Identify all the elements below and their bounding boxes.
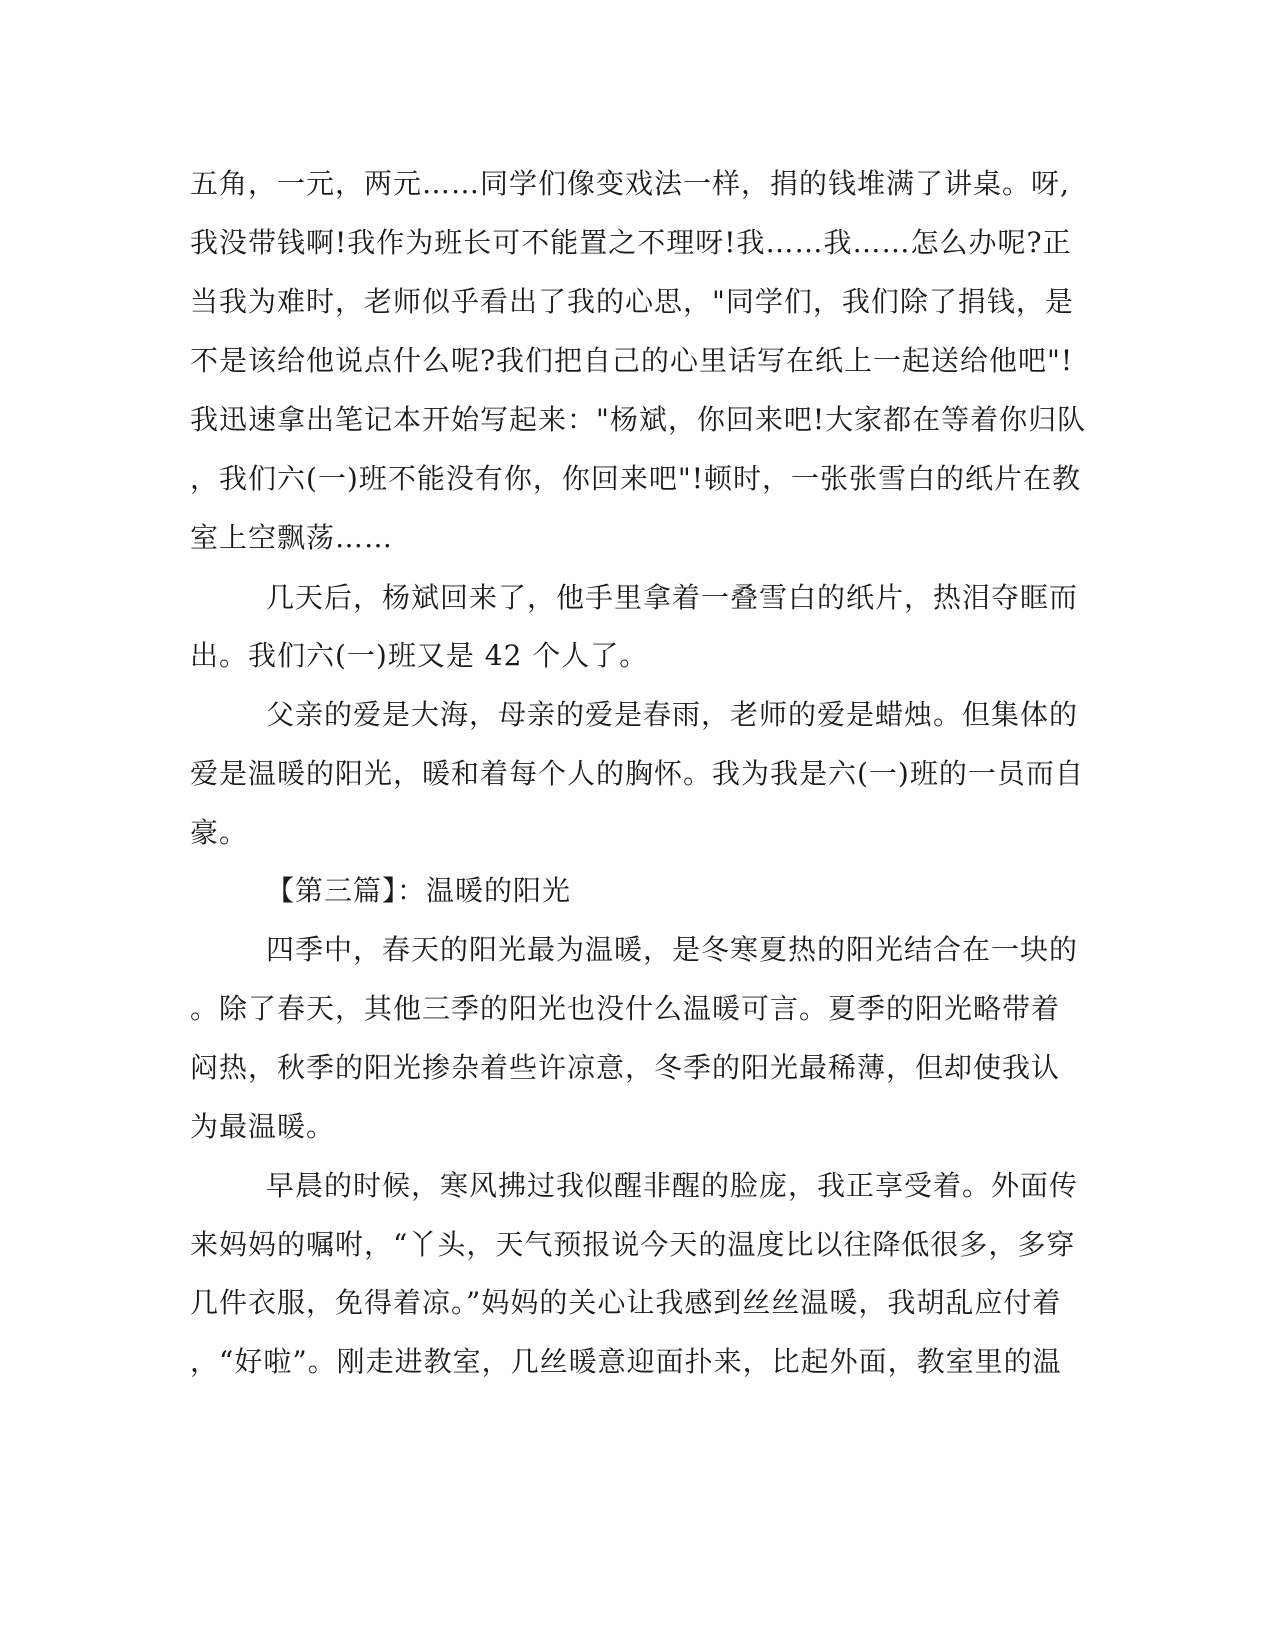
text-line: 我没带钱啊!我作为班长可不能置之不理呀!我……我……怎么办呢?正 <box>190 226 1072 259</box>
text-line: 爱是温暖的阳光，暖和着每个人的胸怀。我为我是六(一)班的一员而自 <box>190 757 1084 790</box>
text-line: 为最温暖。 <box>190 1110 336 1143</box>
section-heading: 【第三篇】：温暖的阳光 <box>266 874 572 907</box>
text-line: 当我为难时，老师似乎看出了我的心思，"同学们，我们除了捐钱，是 <box>190 285 1074 318</box>
text-line: 我迅速拿出笔记本开始写起来："杨斌，你回来吧!大家都在等着你归队 <box>190 403 1087 436</box>
text-line: 出。我们六(一)班又是 42 个人了。 <box>190 639 649 672</box>
text-line: 豪。 <box>190 816 249 849</box>
text-line: 室上空飘荡…… <box>190 521 394 554</box>
text-line: 几件衣服，免得着凉。”妈妈的关心让我感到丝丝温暖，我胡乱应付着 <box>190 1286 1062 1319</box>
text-line: 。除了春天，其他三季的阳光也没什么温暖可言。夏季的阳光略带着 <box>190 992 1061 1025</box>
text-line: ，“好啦”。刚走进教室，几丝暖意迎面扑来，比起外面，教室里的温 <box>190 1345 1062 1378</box>
paragraph-start-line: 父亲的爱是大海，母亲的爱是春雨，老师的爱是蜡烛。但集体的 <box>266 698 1079 731</box>
text-line: 来妈妈的嘱咐，“丫头，天气预报说今天的温度比以往降低很多，多穿 <box>190 1228 1076 1261</box>
text-line: 不是该给他说点什么呢?我们把自己的心里话写在纸上一起送给他吧"! <box>190 344 1074 377</box>
text-line: ，我们六(一)班不能没有你，你回来吧"!顿时，一张张雪白的纸片在教 <box>190 462 1081 495</box>
paragraph-start-line: 几天后，杨斌回来了，他手里拿着一叠雪白的纸片，热泪夺眶而 <box>266 581 1079 614</box>
paragraph-start-line: 早晨的时候，寒风拂过我似醒非醒的脸庞，我正享受着。外面传 <box>266 1169 1079 1202</box>
text-line: 五角，一元，两元……同学们像变戏法一样，捐的钱堆满了讲桌。呀, <box>190 167 1070 200</box>
paragraph-start-line: 四季中，春天的阳光最为温暖，是冬寒夏热的阳光结合在一块的 <box>266 933 1079 966</box>
text-line: 闷热，秋季的阳光掺杂着些许凉意，冬季的阳光最稀薄，但却使我认 <box>190 1051 1061 1084</box>
